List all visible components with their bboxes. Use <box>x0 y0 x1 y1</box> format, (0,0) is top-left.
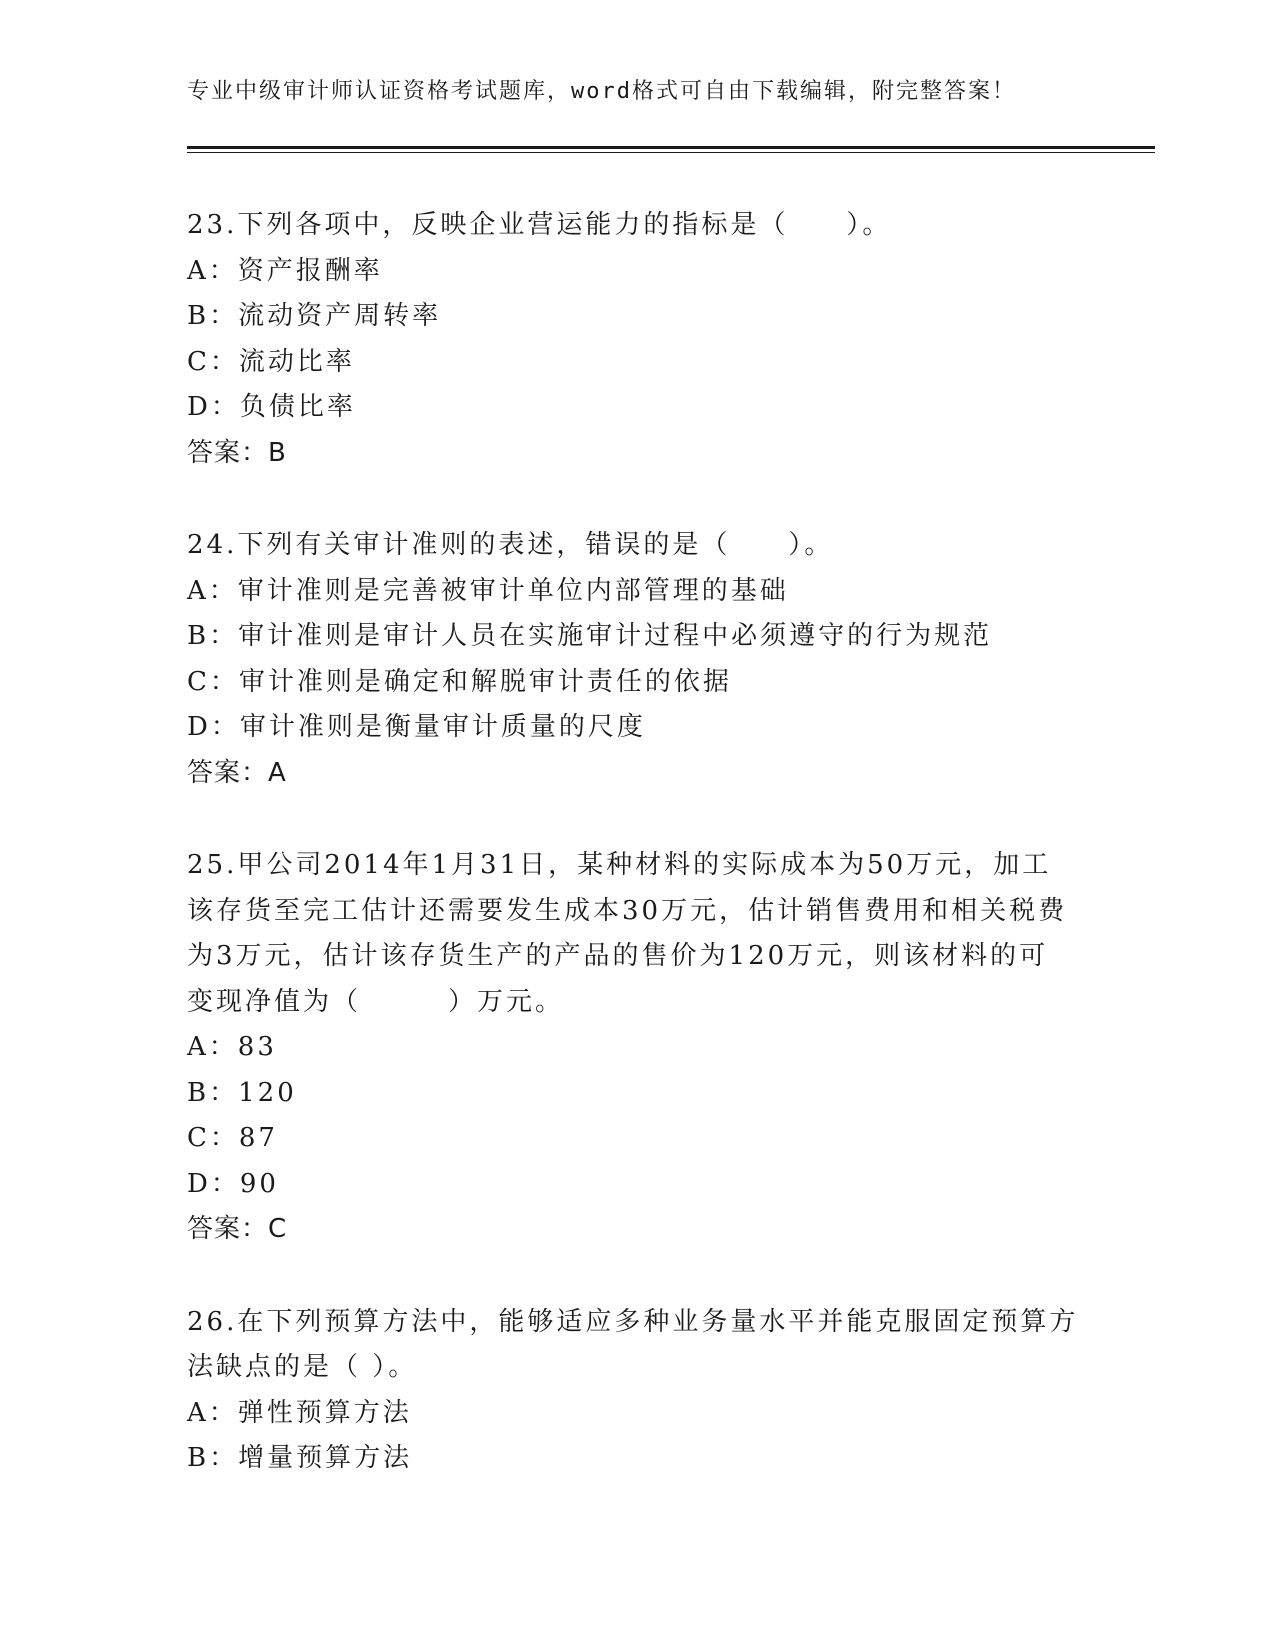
question-stem-line-3: 为3万元，估计该存货生产的产品的售价为120万元，则该材料的可 <box>187 941 1049 971</box>
option-c: C：审计准则是确定和解脱审计责任的依据 <box>187 666 732 697</box>
option-c: C：87 <box>187 1123 278 1153</box>
question-stem: 23.下列各项中，反映企业营运能力的指标是（ ）。 <box>187 210 892 240</box>
option-d: D：负债比率 <box>187 392 356 422</box>
option-b: B：流动资产周转率 <box>187 301 442 331</box>
answer-label: 答案：B <box>187 437 287 468</box>
option-a: A：审计准则是完善被审计单位内部管理的基础 <box>187 575 789 606</box>
page-header: 专业中级审计师认证资格考试题库，word格式可自由下载编辑，附完整答案！ <box>187 79 1016 104</box>
question-26 <box>187 1300 1087 1482</box>
question-24 <box>187 523 1087 796</box>
option-c: C：流动比率 <box>187 346 355 377</box>
question-stem: 24.下列有关审计准则的表述，错误的是（ ）。 <box>187 530 834 560</box>
question-stem-line-2: 法缺点的是（ ）。 <box>187 1352 418 1382</box>
question-stem-line-1: 26.在下列预算方法中，能够适应多种业务量水平并能克服固定预算方 <box>187 1306 1079 1337</box>
option-d: D：审计准则是衡量审计质量的尺度 <box>187 712 646 742</box>
option-a: A：83 <box>187 1032 277 1062</box>
option-a: A：资产报酬率 <box>187 255 383 286</box>
answer-label: 答案：C <box>187 1214 288 1244</box>
option-a: A：弹性预算方法 <box>187 1397 412 1428</box>
question-stem-line-4: 变现净值为（ ）万元。 <box>187 986 565 1017</box>
header-rule-thick <box>187 146 1155 149</box>
option-b: B：审计准则是审计人员在实施审计过程中必须遵守的行为规范 <box>187 621 993 651</box>
question-25 <box>187 843 1087 1253</box>
question-stem-line-1: 25.甲公司2014年1月31日，某种材料的实际成本为50万元，加工 <box>187 850 1052 880</box>
question-23 <box>187 203 1087 476</box>
option-d: D：90 <box>187 1168 279 1199</box>
option-b: B：120 <box>187 1077 297 1108</box>
question-stem-line-2: 该存货至完工估计还需要发生成本30万元，估计销售费用和相关税费 <box>187 895 1068 926</box>
header-rule-thin <box>187 152 1155 153</box>
question-list <box>187 203 1087 1529</box>
answer-label: 答案：A <box>187 757 287 788</box>
option-b: B：增量预算方法 <box>187 1443 413 1473</box>
